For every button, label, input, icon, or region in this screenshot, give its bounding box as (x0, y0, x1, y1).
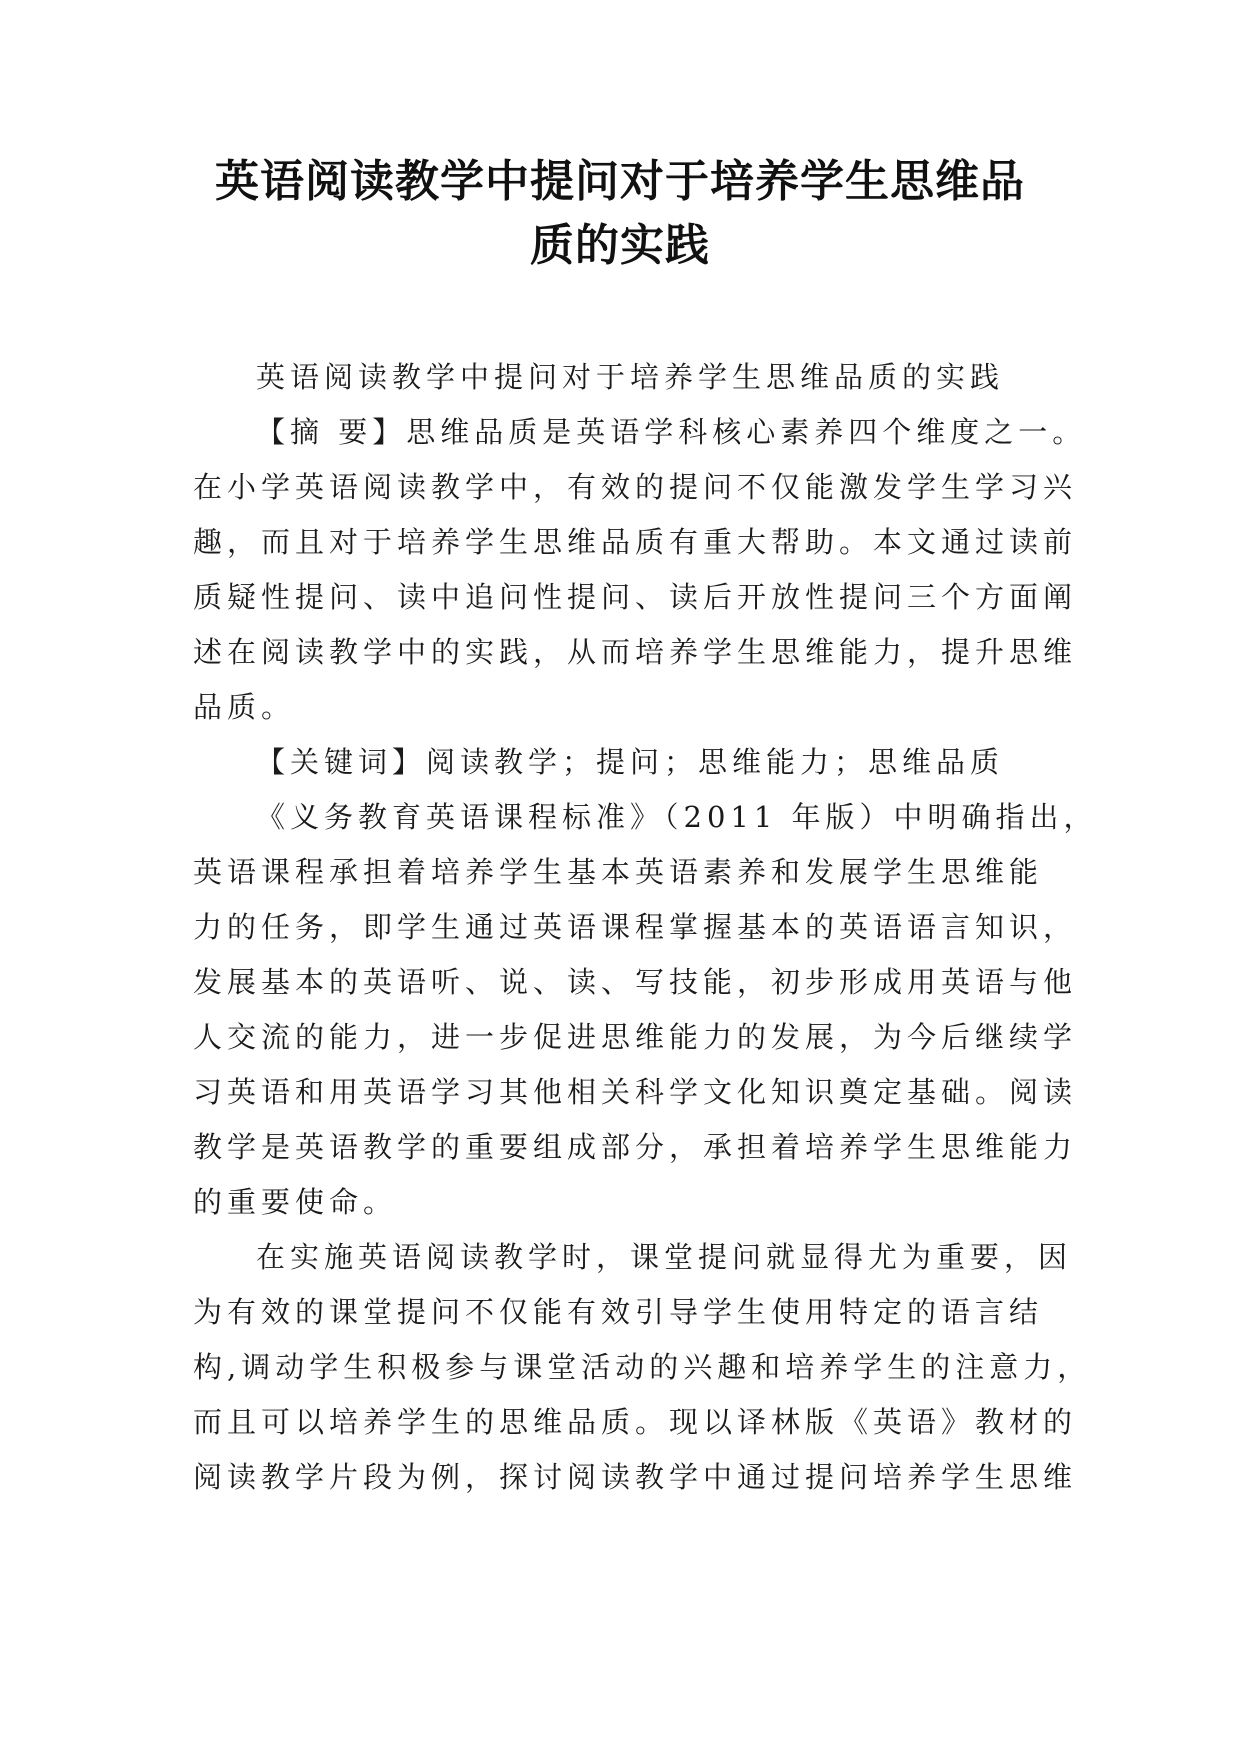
paragraph-line: 发展基本的英语听、说、读、写技能，初步形成用英语与他 (193, 965, 1078, 999)
document-title (180, 150, 1060, 278)
paragraph-line: 《义务教育英语课程标准》（2011 年版）中明确指出， (256, 800, 1098, 834)
paragraph-line: 的重要使命。 (193, 1185, 398, 1219)
paragraph-line: 习英语和用英语学习其他相关科学文化知识奠定基础。阅读 (193, 1075, 1078, 1109)
abstract-line: 趣，而且对于培养学生思维品质有重大帮助。本文通过读前 (193, 525, 1078, 559)
abstract-line: 述在阅读教学中的实践，从而培养学生思维能力，提升思维 (193, 635, 1078, 669)
body-subtitle: 英语阅读教学中提问对于培养学生思维品质的实践 (256, 360, 1005, 394)
abstract-line: 品质。 (193, 690, 296, 724)
title-line: 质的实践 (530, 220, 710, 271)
keywords-line: 【关键词】阅读教学；提问；思维能力；思维品质 (256, 745, 1005, 779)
paragraph-line: 力的任务，即学生通过英语课程掌握基本的英语语言知识， (193, 910, 1078, 944)
paragraph-line: 英语课程承担着培养学生基本英语素养和发展学生思维能 (193, 855, 1044, 889)
paragraph-line: 构,调动学生积极参与课堂活动的兴趣和培养学生的注意力， (193, 1350, 1092, 1384)
abstract-line: 【摘 要】思维品质是英语学科核心素养四个维度之一。 (256, 415, 1087, 449)
document-body (193, 350, 1098, 1505)
paragraph-line: 教学是英语教学的重要组成部分，承担着培养学生思维能力 (193, 1130, 1078, 1164)
paragraph-line: 为有效的课堂提问不仅能有效引导学生使用特定的语言结 (193, 1295, 1044, 1329)
abstract-line: 质疑性提问、读中追问性提问、读后开放性提问三个方面阐 (193, 580, 1078, 614)
title-line: 英语阅读教学中提问对于培养学生思维品 (215, 156, 1025, 207)
paragraph-line: 在实施英语阅读教学时，课堂提问就显得尤为重要，因 (256, 1240, 1073, 1274)
paragraph-line: 人交流的能力，进一步促进思维能力的发展，为今后继续学 (193, 1020, 1078, 1054)
paragraph-line: 而且可以培养学生的思维品质。现以译林版《英语》教材的 (193, 1405, 1078, 1439)
paragraph-line: 阅读教学片段为例，探讨阅读教学中通过提问培养学生思维 (193, 1460, 1078, 1494)
abstract-line: 在小学英语阅读教学中，有效的提问不仅能激发学生学习兴 (193, 470, 1078, 504)
